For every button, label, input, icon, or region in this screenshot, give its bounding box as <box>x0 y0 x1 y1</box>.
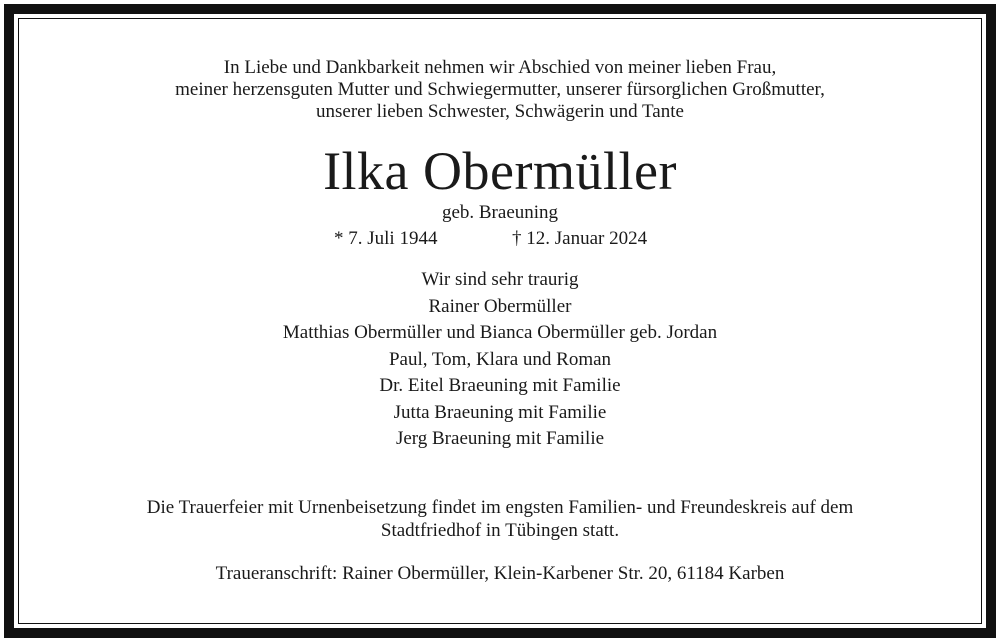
birth-name: geb. Braeuning <box>441 202 559 223</box>
mourner-line: Dr. Eitel Braeuning mit Familie <box>379 375 621 396</box>
mourner-line: Jerg Braeuning mit Familie <box>395 428 605 449</box>
mourning-address: Traueranschrift: Rainer Obermüller, Klein-Karbener Str. 20, 61184 Karben <box>215 563 785 584</box>
ceremony-line: Stadtfriedhof in Tübingen statt. <box>380 520 620 541</box>
life-dates <box>0 227 1000 251</box>
mourner-line: Matthias Obermüller und Bianca Obermüller geb. Jordan <box>282 322 718 343</box>
mourner-line: Rainer Obermüller <box>428 296 572 317</box>
intro-line: meiner herzensguten Mutter und Schwiegermutter, unserer fürsorglichen Großmutter, <box>175 79 825 100</box>
ceremony-line: Die Trauerfeier mit Urnenbeisetzung findet im engsten Familien- und Freundeskreis auf dem <box>146 497 854 518</box>
mourner-line: Paul, Tom, Klara und Roman <box>388 349 612 370</box>
intro-line: In Liebe und Dankbarkeit nehmen wir Abschied von meiner lieben Frau, <box>223 57 777 78</box>
deceased-name: Ilka Obermüller <box>323 141 677 201</box>
birth-date: * 7. Juli 1944 <box>334 228 438 249</box>
mourner-line: Wir sind sehr traurig <box>421 269 579 290</box>
mourner-line: Jutta Braeuning mit Familie <box>393 402 607 423</box>
death-date: † 12. Januar 2024 <box>512 228 648 249</box>
intro-line: unserer lieben Schwester, Schwägerin und Tante <box>316 101 684 122</box>
